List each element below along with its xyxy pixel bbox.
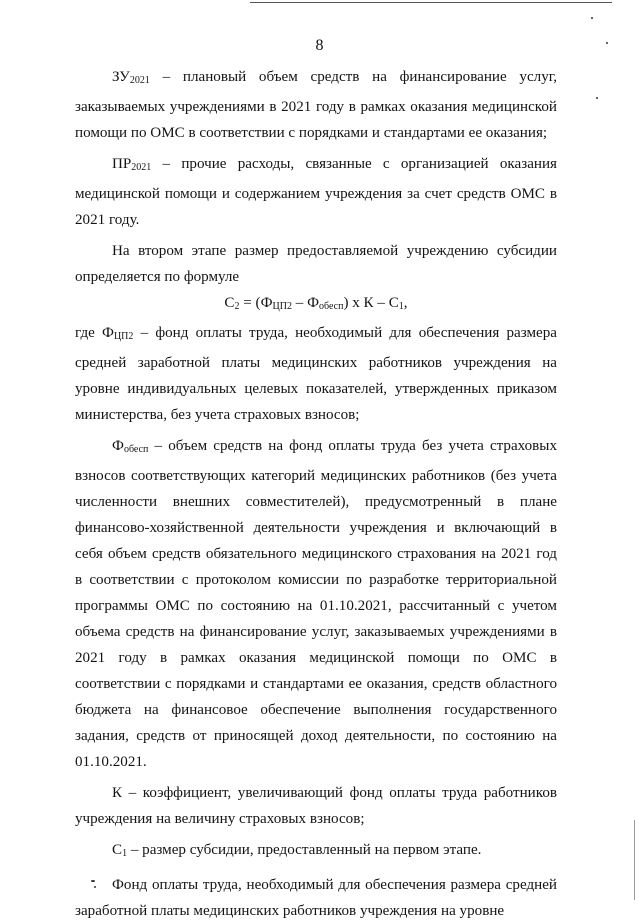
top-scan-rule xyxy=(250,2,612,3)
scan-speck xyxy=(596,97,598,99)
scan-speck xyxy=(591,17,593,19)
document-body xyxy=(75,64,557,924)
paragraph-closing: Фонд оплаты труда, необходимый для обеспечения размера средней заработной платы медицинских работников учреждения на уровне xyxy=(75,877,557,919)
definition-c1: $С_1$ – размер субсидии, предоставленный на первом этапе. xyxy=(112,842,482,859)
paragraph-zu: $ЗУ_{2021}$ – плановый объем средств на финансирование услуг, заказываемых учреждениями в 2021 году в рамках оказания медицинской помощи по ОМС в соответствии с порядками и стандартами ее оказания; xyxy=(75,69,557,141)
paragraph-second-stage: На втором этапе размер предоставляемой учреждению субсидии определяется по формуле xyxy=(75,243,557,285)
paragraph-pr: $ПР_{2021}$ – прочие расходы, связанные с организацией оказания медицинской помощи и содержанием учреждения за счет средств ОМС в 2021 году. xyxy=(75,156,557,228)
scan-edge-mark xyxy=(634,820,635,900)
page-number: 8 xyxy=(315,37,324,54)
definition-fcp2: где $Ф_{ЦП2}$ – фонд оплаты труда, необходимый для обеспечения размера средней заработной платы медицинских работников учреждения на уровне индивидуальных целевых показателей, утвержденных приказом министерства, без учета страховых взносов; xyxy=(75,325,557,423)
definition-fobesp: $Ф_{обесп}$ – объем средств на фонд оплаты труда без учета страховых взносов соответствующих категорий медицинских работников (без учета численности внешних совместителей), предусмотренный в плане финансово-хозяйственной деятельности учреждения и включающий в себя объем средств обязательного медицинского страхования на 2021 год в соответствии с протоколом комиссии по разработке территориальной программы ОМС по состоянию на 01.10.2021, рассчитанный с учетом объема средств на финансирование услуг, заказываемых учреждениями в 2021 году в рамках оказания медицинской помощи по ОМС в соответствии с порядками и стандартами ее оказания, средств областного бюджета на финансовое обеспечение выполнения государственного задания, средств от приносящей доход деятельности, по состоянию на 01.10.2021. xyxy=(75,438,557,770)
definition-k: К – коэффициент, увеличивающий фонд оплаты труда работников учреждения на величину страховых взносов; xyxy=(75,785,557,827)
subsidy-formula: $С_2 = (Ф_{ЦП2} - Ф_{обесп})$ х К – $С_1$, xyxy=(224,295,408,312)
